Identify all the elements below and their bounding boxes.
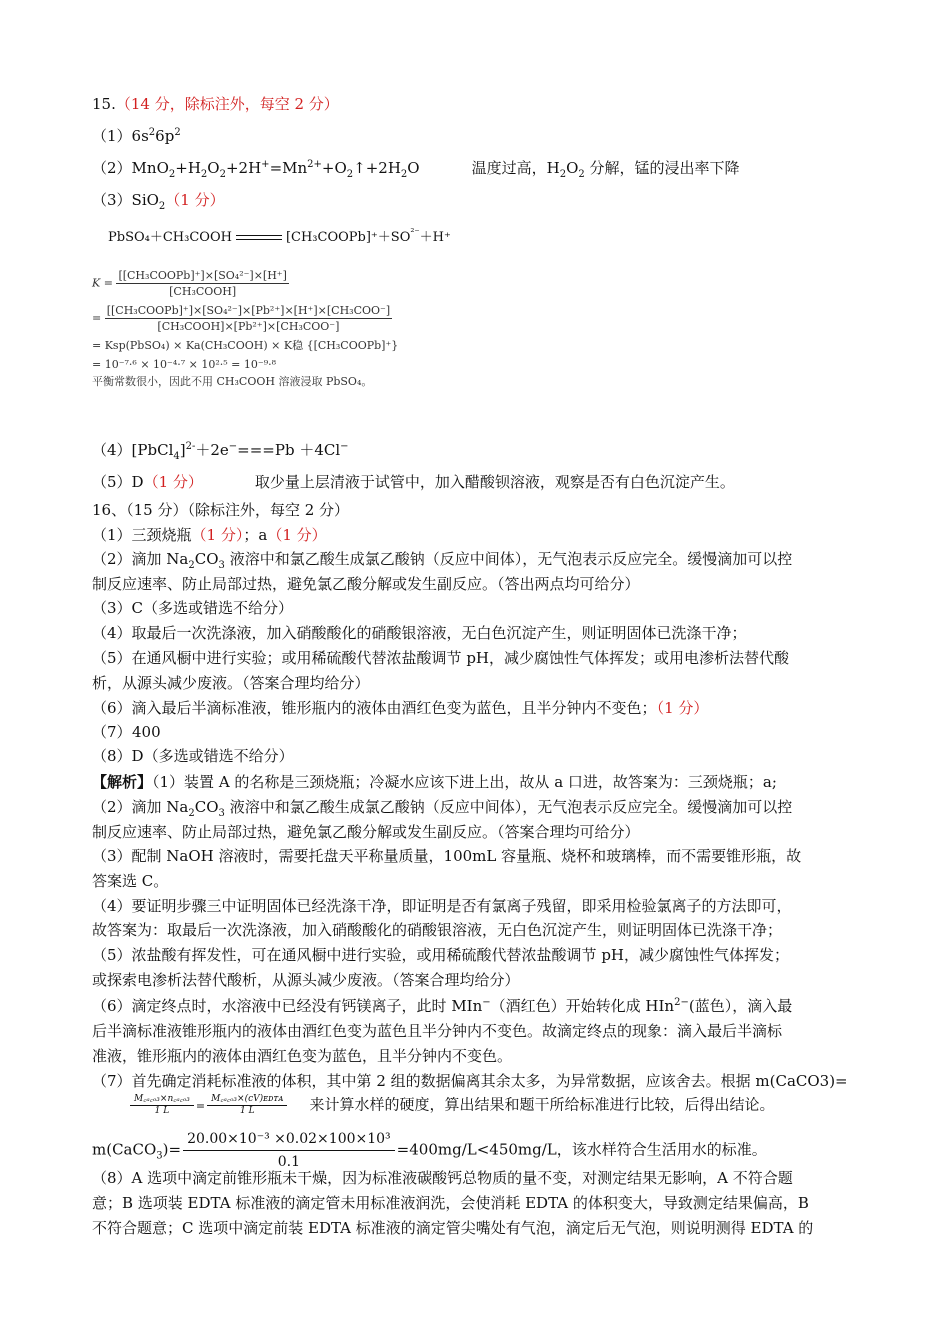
analysis-2-line-2: 制反应速率、防止局部过热，避免氯乙酸分解或发生副反应。（答案合理均可给分） bbox=[92, 823, 640, 841]
analysis-8-line-3: 不符合题意；C 选项中滴定前装 EDTA 标准液的滴定管尖嘴处有气泡，滴定后无气泡，则说明测得 EDTA 的 bbox=[92, 1219, 814, 1237]
q16-answer-1: （1）三颈烧瓶（1 分）；a（1 分） bbox=[92, 526, 327, 544]
analysis-7-calculation: m(CaCO$_3$)= $\frac{\text{20.00×10⁻³ ×0.02×100×10³}}{0.1}$ =400mg/L<450mg/L，该水样符合生活用水的标准。 bbox=[92, 1128, 767, 1173]
k-line-5: 平衡常数很小，因此不用 CH₃COOH 溶液浸取 PbSO₄。 bbox=[92, 375, 373, 388]
q16-answer-6: （6）滴入最后半滴标准液，锥形瓶内的液体由酒红色变为蓝色，且半分钟内不变色；（1 分） bbox=[92, 699, 709, 717]
q16-answer-5-line-1: （5）在通风橱中进行实验；或用稀硫酸代替浓盐酸调节 pH，减少腐蚀性气体挥发；或用电渗析法替代酸 bbox=[92, 649, 789, 667]
analysis-7-line-1: （7）首先确定消耗标准液的体积，其中第 2 组的数据偏离其余太多，为异常数据，应该舍去。根据 m(CaCO3)= bbox=[92, 1072, 848, 1090]
q15-answer-3: （3）SiO$_2$（1 分） bbox=[92, 191, 225, 212]
equilibrium-equation: PbSO₄＋CH₃COOH $[CH_3COOPb]^++SO^{^{2-}}+H^+$ bbox=[108, 227, 451, 245]
q16-header: 16、（15 分）（除标注外，每空 2 分） bbox=[92, 501, 350, 519]
hardness-formula-2: $\frac{\text{M꜀ₐ꜀ₒ₃×(cV)ᴇᴅᴛᴀ}}{1 L}$ bbox=[207, 1094, 287, 1117]
analysis-6-line-2: 后半滴标准液锥形瓶内的液体由酒红色变为蓝色且半分钟内不变色。故滴定终点的现象：滴入最后半滴标 bbox=[92, 1022, 783, 1040]
q16-answer-2-line-1: （2）滴加 $Na_2CO_3$ 液溶中和氯乙酸生成氯乙酸钠（反应中间体），无气泡表示反应完全。缓慢滴加可以控 bbox=[92, 550, 793, 571]
q15-answer-4: （4）[PbCl$_4$]$^{2-}$＋2e−===Pb ＋4Cl− bbox=[92, 441, 349, 462]
k-line-1: K = $\frac{\text{[[CH₃COOPb]⁺]×[SO₄²⁻]×[H⁺]}}{\text{[CH₃COOH]}}$ bbox=[92, 269, 287, 298]
analysis-3-line-1: （3）配制 NaOH 溶液时，需要托盘天平称量质量，100mL 容量瓶、烧杯和玻璃棒，而不需要锥形瓶，故 bbox=[92, 847, 802, 865]
q15-header: 15.（14 分，除标注外，每空 2 分） bbox=[92, 95, 339, 113]
hardness-formula-1: $\frac{\text{M꜀ₐ꜀ₒ₃×n꜀ₐ꜀ₒ₃}}{1 L}$ bbox=[130, 1094, 194, 1117]
equilibrium-arrow-icon bbox=[236, 234, 282, 242]
k-line-4: = 10⁻⁷·⁶ × 10⁻⁴·⁷ × 10²·⁵ = 10⁻⁹·⁸ bbox=[92, 358, 277, 371]
analysis-6-line-1: （6）滴定终点时，水溶液中已经没有钙镁离子，此时 MIn−（酒红色）开始转化成 HIn$^{2-}$(蓝色），滴入最 bbox=[92, 997, 793, 1015]
k-line-3: = Ksp(PbSO₄) × Ka(CH₃COOH) × K稳 {[CH₃COOPb]⁺} bbox=[92, 339, 399, 352]
analysis-3-line-2: 答案选 C。 bbox=[92, 872, 169, 890]
analysis-4-line-2: 故答案为：取最后一次洗涤液，加入硝酸酸化的硝酸银溶液，无白色沉淀产生，则证明固体已洗涤干净； bbox=[92, 921, 783, 939]
k-line-2: = $\frac{\text{[[CH₃COOPb]⁺]×[SO₄²⁻]×[Pb²⁺]×[H⁺]×[CH₃COO⁻]}}{\text{[CH₃COOH]×[Pb²⁺]×[CH₃COO⁻]}}$ bbox=[92, 304, 391, 333]
q15-answer-2: $(2)MnO_2+H_2O_2+2H^+=Mn^{2+}+O_2↑+2H_2O$ 温度过高，$H_2O_2$ 分解，锰的浸出率下降 bbox=[92, 159, 740, 180]
analysis-5-line-1: （5）浓盐酸有挥发性，可在通风橱中进行实验，或用稀硫酸代替浓盐酸调节 pH，减少腐蚀性气体挥发； bbox=[92, 946, 789, 964]
analysis-8-line-1: （8）A 选项中滴定前锥形瓶未干燥，因为标准液碳酸钙总物质的量不变，对测定结果无影响，A 不符合题 bbox=[92, 1169, 793, 1187]
q15-answer-5: （5）D（1 分） 取少量上层清液于试管中，加入醋酸钡溶液，观察是否有白色沉淀产生。 bbox=[92, 473, 735, 491]
k-derivation bbox=[92, 268, 412, 389]
q15-answer-1: $(1)6s^26p^2$ bbox=[92, 127, 181, 145]
analysis-title: 【解析】 bbox=[92, 773, 153, 791]
q16-answer-8: （8）D（多选或错选不给分） bbox=[92, 747, 294, 765]
q16-answer-3: （3）C（多选或错选不给分） bbox=[92, 599, 294, 617]
q16-answer-2-line-2: 制反应速率、防止局部过热，避免氯乙酸分解或发生副反应。（答出两点均可给分） bbox=[92, 575, 640, 593]
analysis-7-formula-line: $\frac{\text{M꜀ₐ꜀ₒ₃×n꜀ₐ꜀ₒ₃}}{1 L}$ = $\frac{\text{M꜀ₐ꜀ₒ₃×(cV)ᴇᴅᴛᴀ}}{1 L}$ 来计算水样的硬度，算出结果和题干所给标准进行比较，后得出结论。 bbox=[128, 1094, 774, 1117]
q16-answer-5-line-2: 析，从源头减少废液。（答案合理均给分） bbox=[92, 674, 370, 692]
analysis-2-line-1: （2）滴加 $Na_2CO_3$ 液溶中和氯乙酸生成氯乙酸钠（反应中间体），无气泡表示反应完全。缓慢滴加可以控 bbox=[92, 798, 793, 819]
q16-answer-7-value: 400 bbox=[132, 723, 161, 741]
analysis-6-line-3: 准液，锥形瓶内的液体由酒红色变为蓝色，且半分钟内不变色。 bbox=[92, 1047, 513, 1065]
analysis-1: 【解析】（1）装置 A 的名称是三颈烧瓶；冷凝水应该下进上出，故从 a 口进，故答案为：三颈烧瓶；a; bbox=[92, 773, 777, 791]
q16-answer-4: （4）取最后一次洗涤液，加入硝酸酸化的硝酸银溶液，无白色沉淀产生，则证明固体已洗涤干净； bbox=[92, 624, 747, 642]
q16-answer-7-label: （7） bbox=[92, 723, 132, 741]
analysis-5-line-2: 或探索电渗析法替代酸析，从源头减少废液。（答案合理均给分） bbox=[92, 971, 520, 989]
analysis-8-line-2: 意；B 选项装 EDTA 标准液的滴定管未用标准液润洗，会使消耗 EDTA 的体积变大，导致测定结果偏高，B bbox=[92, 1194, 809, 1212]
analysis-4-line-1: （4）要证明步骤三中证明固体已经洗涤干净，即证明是否有氯离子残留，即采用检验氯离子的方法即可， bbox=[92, 897, 792, 915]
